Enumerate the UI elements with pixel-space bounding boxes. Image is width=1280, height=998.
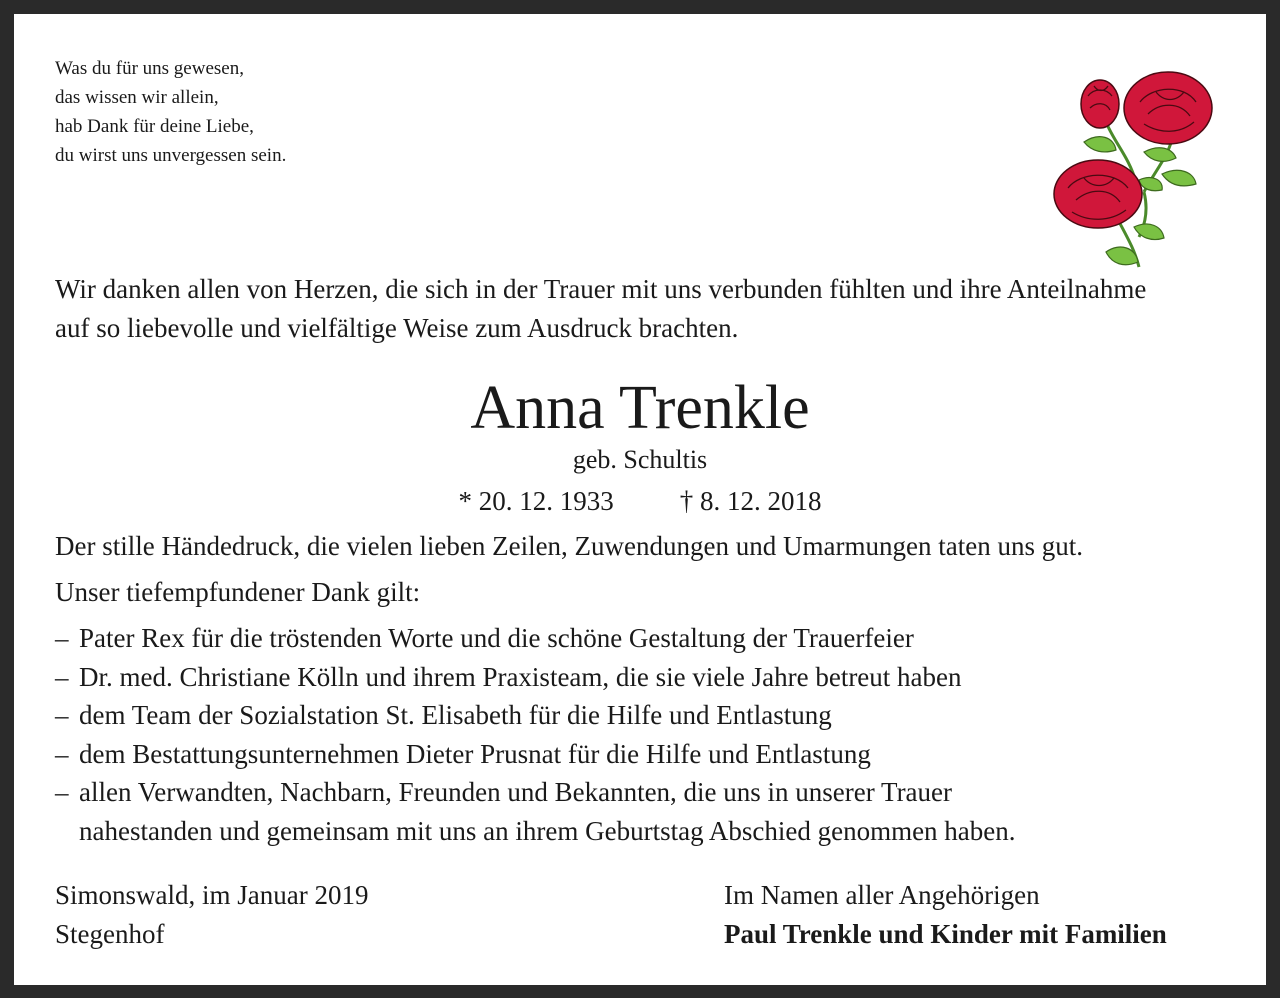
handshake-line: Der stille Händedruck, die vielen lieben Zeilen, Zuwendungen und Umarmungen taten uns gut. [55,531,1083,561]
thanks-paragraph [55,270,1146,348]
signature [724,876,1167,954]
obituary-card [14,14,1266,985]
list-item [55,735,1016,774]
list-dash: – [55,700,69,730]
poem-line: Was du für uns gewesen, [55,58,244,79]
list-dash: – [55,623,69,653]
list-item-text: dem Team der Sozialstation St. Elisabeth für die Hilfe und Entlastung [79,700,832,730]
list-item-text: allen Verwandten, Nachbarn, Freunden und Bekannten, die uns in unserer Trauer [79,777,953,807]
list-dash: – [55,661,69,692]
list-item-text: dem Bestattungsunternehmen Dieter Prusnat für die Hilfe und Entlastung [79,738,871,769]
life-dates [14,484,1266,518]
poem-line: du wirst uns unvergessen sein. [55,145,287,166]
signature-names: Paul Trenkle und Kinder mit Familien [724,919,1167,949]
place-date [55,876,368,954]
thanks-line: Wir danken allen von Herzen, die sich in der Trauer mit uns verbunden fühlten und ihre Anteilnahme [55,274,1147,304]
thanks-list [55,619,1016,850]
death-date: † 8. 12. 2018 [679,486,822,516]
list-dash: – [55,738,69,769]
birth-date: * 20. 12. 1933 [458,486,614,516]
place-date-line: Simonswald, im Januar 2019 [55,880,369,910]
list-item-continuation: nahestanden und gemeinsam mit uns an ihrem Geburtstag Abschied genommen haben. [79,815,1016,846]
poem [55,54,286,170]
list-item [55,619,1016,658]
list-item [55,773,1016,812]
list-item-text: Pater Rex für die tröstenden Worte und die schöne Gestaltung der Trauerfeier [79,623,914,653]
red-roses-icon [1044,62,1224,282]
signature-intro: Im Namen aller Angehörigen [724,880,1040,910]
poem-line: hab Dank für deine Liebe, [55,116,254,137]
list-item-text: Dr. med. Christiane Kölln und ihrem Praxisteam, die sie viele Jahre betreut haben [79,661,962,692]
thanks-line: auf so liebevolle und vielfältige Weise zum Ausdruck brachten. [55,313,739,343]
list-item [55,696,1016,735]
list-item [55,658,1016,697]
birth-name: geb. Schultis [572,445,708,474]
thanks-intro: Unser tiefempfundener Dank gilt: [55,577,421,607]
deceased-name: Anna Trenkle [470,374,810,442]
poem-line: das wissen wir allein, [55,87,219,108]
place-sub-line: Stegenhof [55,919,165,949]
list-dash: – [55,777,69,807]
